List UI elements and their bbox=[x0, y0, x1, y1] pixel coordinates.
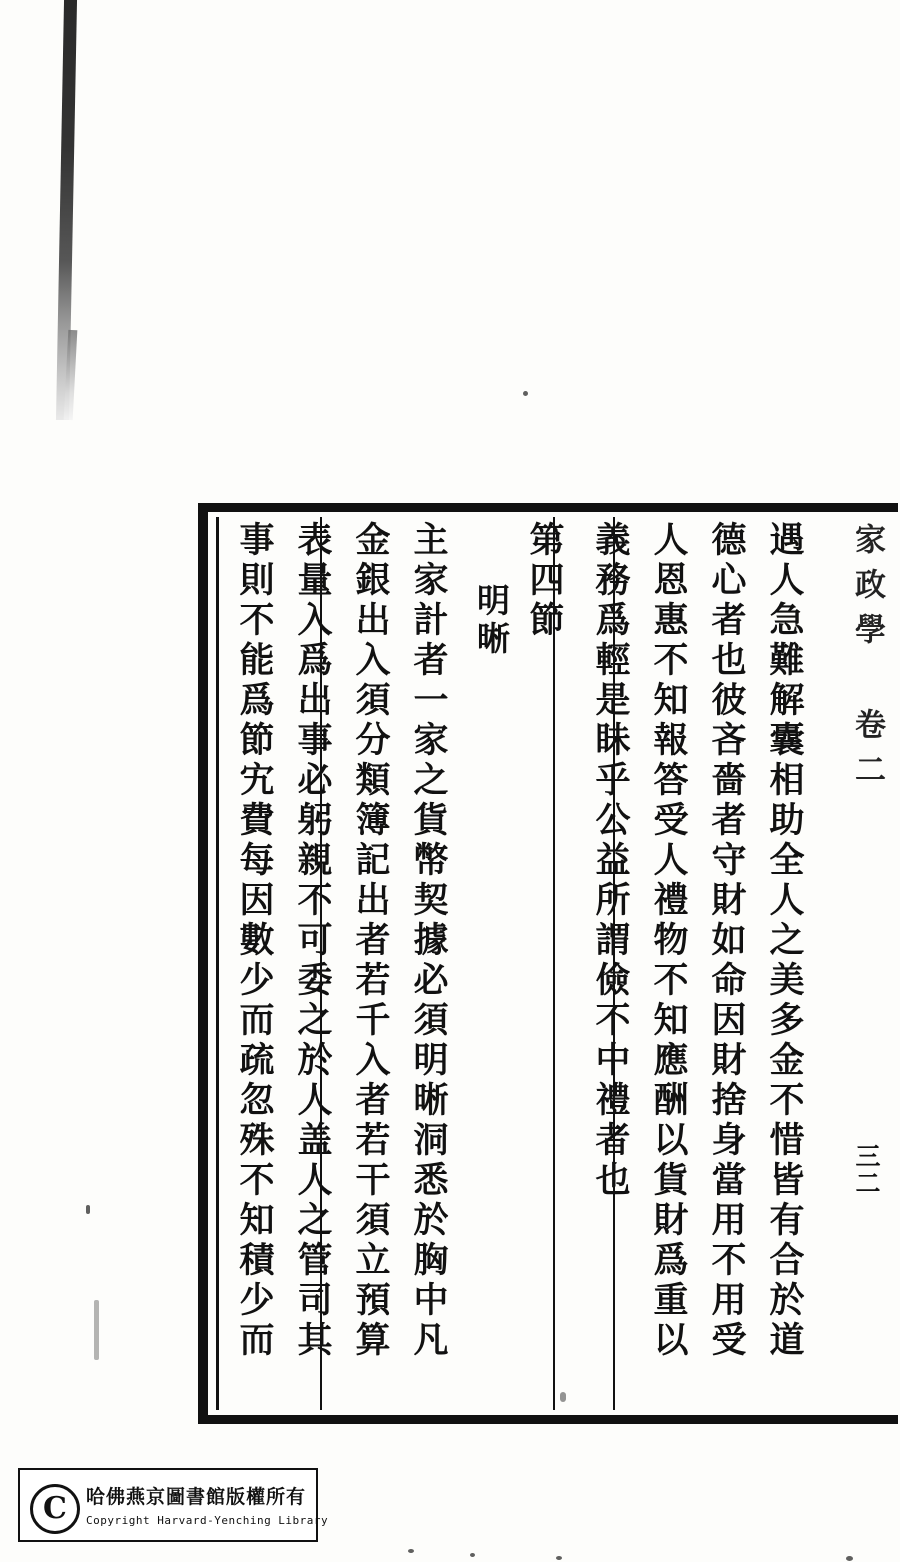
library-ownership-stamp bbox=[18, 1468, 329, 1542]
scan-speck bbox=[846, 1556, 853, 1561]
scan-speck bbox=[408, 1549, 414, 1553]
text-column-2: 德心者也彼吝嗇者守財如命因財捨身當用不用受 bbox=[706, 521, 747, 1361]
text-column-9: 表量入爲出事必躬親不可委之於人盖人之管司其 bbox=[292, 521, 333, 1361]
running-header: 家政學 卷二 bbox=[849, 523, 885, 798]
text-column-4: 義務爲輕是眛乎公益所謂儉不中禮者也 bbox=[590, 521, 631, 1201]
scan-speck bbox=[86, 1205, 90, 1214]
text-column-10: 事則不能爲節宄費每因數少而疏忽殊不知積少而 bbox=[234, 521, 275, 1361]
stamp-en-text: Copyright Harvard-Yenching Library bbox=[86, 1514, 329, 1527]
stamp-cjk-text: 哈佛燕京圖書館版權所有 bbox=[86, 1486, 307, 1508]
scan-speck bbox=[470, 1553, 475, 1557]
copyright-icon: C bbox=[30, 1484, 80, 1534]
text-column-7: 主家計者一家之貨幣契據必須明晰洞悉於胸中凡 bbox=[408, 521, 449, 1361]
text-column-8: 金銀出入須分類簿記出者若千入者若干須立預算 bbox=[350, 521, 391, 1361]
column-rule bbox=[553, 517, 555, 1410]
printed-text-block bbox=[198, 503, 898, 1424]
scan-speck bbox=[523, 391, 528, 396]
text-column-3: 人恩惠不知報答受人禮物不知應酬以貨財爲重以 bbox=[648, 521, 689, 1361]
page-number: 三二 bbox=[852, 1143, 881, 1197]
text-column-1: 遇人急難解囊相助全人之美多金不惜皆有合於道 bbox=[764, 521, 805, 1361]
scan-speck bbox=[556, 1556, 562, 1560]
scan-speck bbox=[94, 1300, 99, 1360]
section-heading: 第四節 bbox=[524, 521, 565, 641]
section-title: 明晰 bbox=[472, 583, 511, 659]
